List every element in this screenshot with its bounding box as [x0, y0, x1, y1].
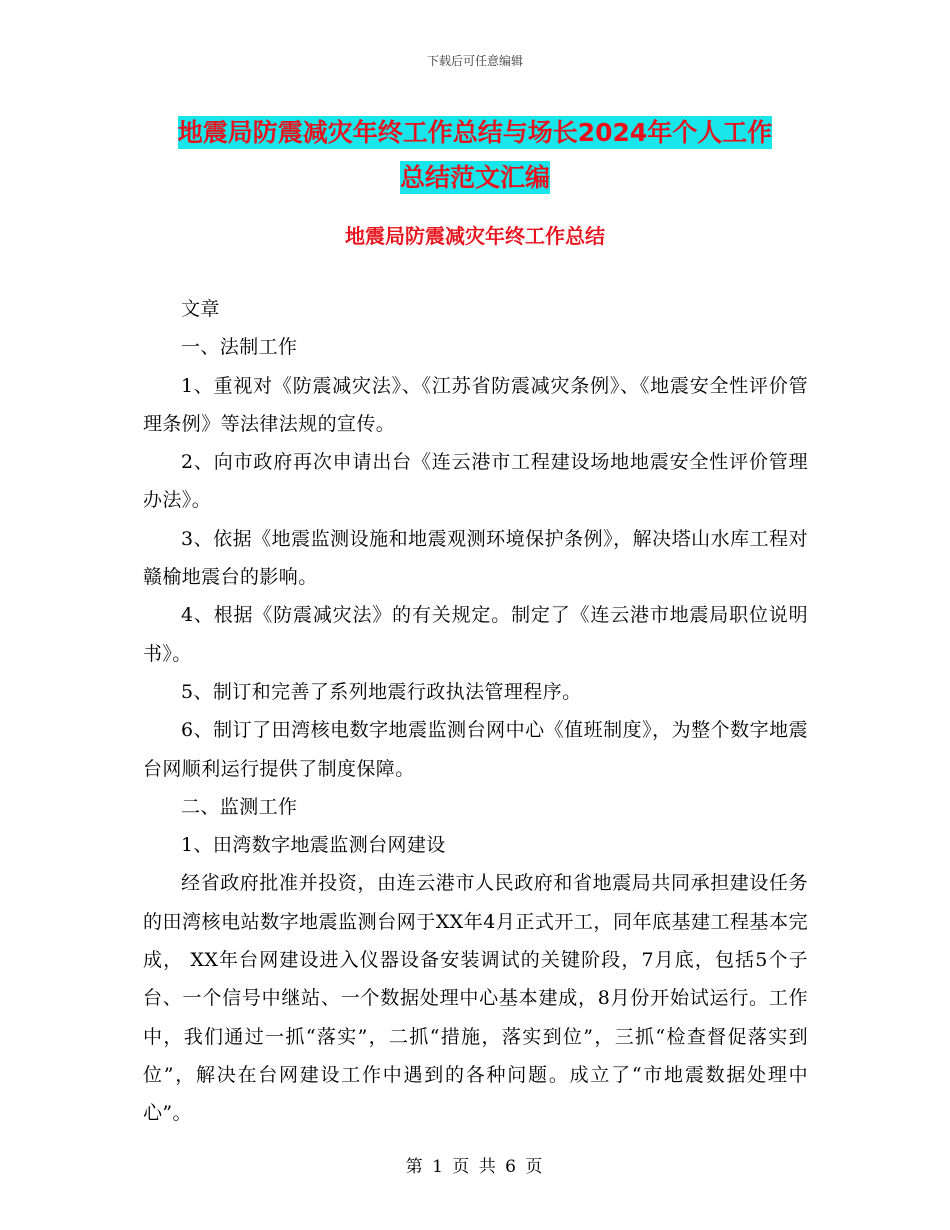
page-header-note: 下载后可任意编辑 — [426, 54, 523, 68]
document-body — [143, 290, 808, 1133]
section-title: 地震局防震减灾年终工作总结 — [345, 224, 605, 248]
document-title — [0, 110, 950, 200]
paragraph: 5、制订和完善了系列地震行政执法管理程序。 — [181, 680, 582, 703]
paragraph: 1、田湾数字地震监测台网建设 — [181, 834, 446, 857]
paragraph: 3、依据《地震监测设施和地震观测环境保护条例》，解决塔山水库工程对赣榆地震台的影响。 — [143, 527, 808, 589]
paragraph: 2、向市政府再次申请出台《连云港市工程建设场地地震安全性评价管理办法》。 — [143, 451, 808, 512]
paragraph: 1、重视对《防震减灾法》、《江苏省防震减灾条例》、《地震安全性评价管理条例》等法律法规的宣传。 — [143, 374, 808, 435]
paragraph: 经省政府批准并投资，由连云港市人民政府和省地震局共同承担建设任务的田湾核电站数字地震监测台网于XX年4月正式开工，同年底基建工程基本完成， XX年台网建设进入仪器设备安装调试的关键阶段，7月底，包括5个子台、一个信号中继站、一个数据处理中心基本建成，8月份开始试运行。工作中，我们通过一抓“落实”，二抓“措施，落实到位”，三抓“检查督促落实到位”，解决在台网建设工作中遇到的各种问题。成立了“市地震数据处理中心”。 — [143, 872, 808, 1125]
paragraph: 4、根据《防震减灾法》的有关规定。制定了《连云港市地震局职位说明书》。 — [143, 604, 808, 665]
document-title-line-1: 地震局防震减灾年终工作总结与场长2024年个人工作 — [177, 118, 773, 147]
paragraph: 文章 — [181, 298, 220, 320]
paragraph: 6、制订了田湾核电数字地震监测台网中心《值班制度》，为整个数字地震台网顺利运行提供了制度保障。 — [143, 719, 808, 780]
paragraph: 一、法制工作 — [181, 336, 298, 359]
paragraph: 二、监测工作 — [181, 795, 298, 818]
document-title-line-2: 总结范文汇编 — [399, 163, 550, 192]
page-number: 第 1 页 共 6 页 — [405, 1157, 545, 1177]
